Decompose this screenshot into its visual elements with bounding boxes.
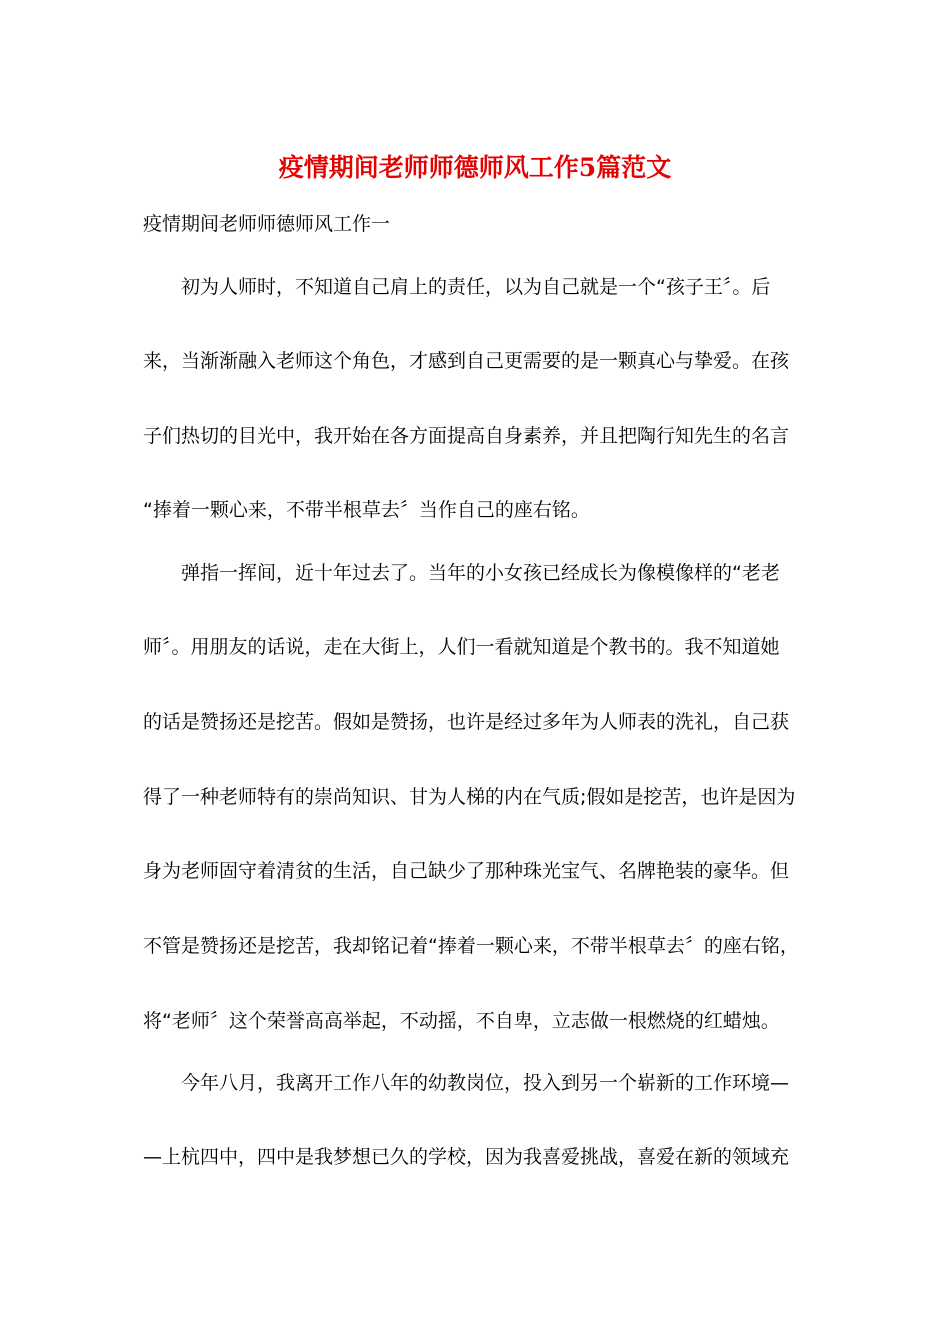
section-heading: 疫情期间老师师德师风工作一 xyxy=(143,213,391,235)
paragraph-line: 身为老师固守着清贫的生活，自己缺少了那种珠光宝气、名牌艳装的豪华。但 xyxy=(143,860,790,882)
paragraph-line: “捧着一颗心来，不带半根草去〞当作自己的座右铭。 xyxy=(143,499,590,521)
paragraph-line: 师〞。用朋友的话说，走在大街上，人们一看就知道是个教书的。我不知道她 xyxy=(143,636,780,658)
document-title: 疫情期间老师师德师风工作5篇范文 xyxy=(278,153,672,182)
paragraph-line: 得了一种老师特有的崇尚知识、甘为人梯的内在气质;假如是挖苦，也许是因为 xyxy=(143,786,796,808)
paragraph-line: 将“老师〞这个荣誉高高举起，不动摇，不自卑，立志做一根燃烧的红蜡烛。 xyxy=(143,1010,780,1032)
paragraph-line: —上杭四中，四中是我梦想已久的学校，因为我喜爱挑战，喜爱在新的领域充 xyxy=(143,1146,790,1168)
paragraph-line: 初为人师时，不知道自己肩上的责任，以为自己就是一个“孩子王〞。后 xyxy=(181,276,771,298)
paragraph-line: 不管是赞扬还是挖苦，我却铭记着“捧着一颗心来，不带半根草去〞的座右铭， xyxy=(143,935,799,957)
paragraph-line: 的话是赞扬还是挖苦。假如是赞扬，也许是经过多年为人师表的洗礼，自己获 xyxy=(143,711,790,733)
paragraph-line: 来，当渐渐融入老师这个角色，才感到自己更需要的是一颗真心与挚爱。在孩 xyxy=(143,350,790,372)
paragraph-line: 今年八月，我离开工作八年的幼教岗位，投入到另一个崭新的工作环境— xyxy=(181,1072,790,1094)
paragraph-line: 弹指一挥间，近十年过去了。当年的小女孩已经成长为像模像样的“老老 xyxy=(181,562,780,584)
paragraph-line: 子们热切的目光中，我开始在各方面提高自身素养，并且把陶行知先生的名言 xyxy=(143,425,790,447)
